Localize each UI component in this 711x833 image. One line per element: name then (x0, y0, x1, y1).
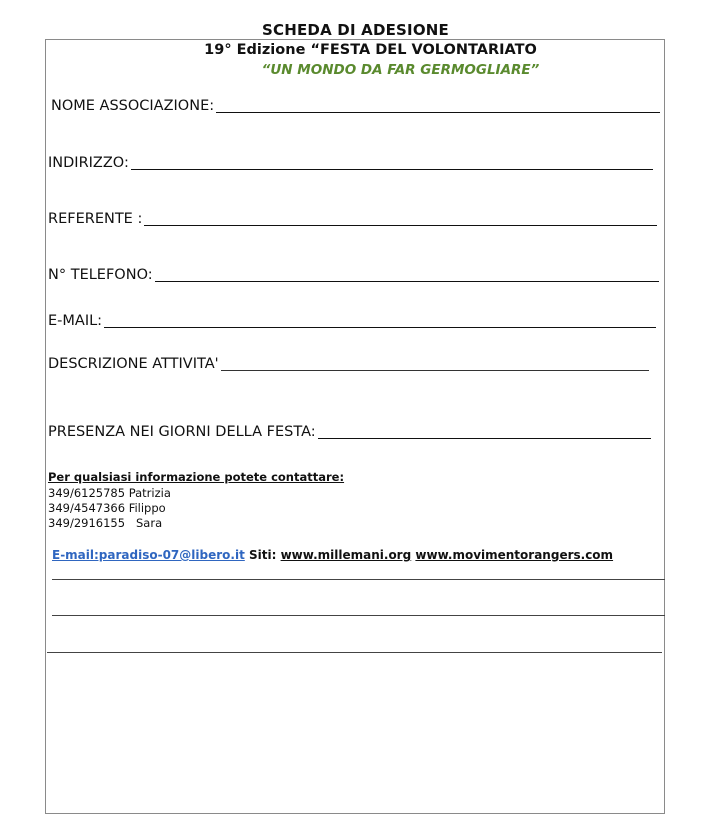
phone-label: N° TELEFONO: (48, 267, 153, 283)
activity-description-line[interactable] (221, 370, 649, 371)
email-link[interactable]: E-mail:paradiso-07@libero.it (52, 548, 245, 562)
email-line[interactable] (104, 327, 656, 328)
address-field[interactable] (48, 155, 653, 172)
contact-row: 349/2916155 Sara (48, 516, 163, 530)
association-name-field[interactable] (51, 98, 660, 115)
association-name-line[interactable] (216, 112, 660, 113)
edition-heading: 19° Edizione “FESTA DEL VOLONTARIATO (204, 42, 537, 58)
presence-days-label: PRESENZA NEI GIORNI DELLA FESTA: (48, 424, 316, 440)
association-name-label: NOME ASSOCIAZIONE: (51, 98, 215, 114)
motto: “UN MONDO DA FAR GERMOGLIARE” (261, 62, 540, 78)
phone-line[interactable] (155, 281, 659, 282)
contact-row: 349/4547366 Filippo (48, 501, 166, 515)
contact-person-label: REFERENTE : (48, 211, 143, 227)
phone-field[interactable] (48, 267, 659, 284)
sites-label: Siti: (249, 548, 277, 562)
links-row (52, 548, 613, 562)
address-line[interactable] (131, 169, 653, 170)
presence-days-line[interactable] (318, 438, 651, 439)
contact-heading: Per qualsiasi informazione potete contattare: (48, 470, 345, 484)
email-label: E-MAIL: (48, 313, 103, 329)
activity-description-field[interactable] (48, 356, 649, 373)
blank-line (52, 579, 665, 580)
form-title: SCHEDA DI ADESIONE (262, 21, 449, 39)
site-link-millemani[interactable]: www.millemani.org (280, 548, 412, 562)
contact-person-line[interactable] (144, 225, 657, 226)
address-label: INDIRIZZO: (48, 155, 129, 171)
activity-description-label: DESCRIZIONE ATTIVITA' (48, 356, 219, 372)
blank-line (47, 652, 662, 653)
site-link-movimentorangers[interactable]: www.movimentorangers.com (415, 548, 614, 562)
presence-days-field[interactable] (48, 424, 651, 441)
blank-line (52, 615, 665, 616)
contact-row: 349/6125785 Patrizia (48, 486, 171, 500)
contact-person-field[interactable] (48, 211, 657, 228)
email-field[interactable] (48, 313, 656, 330)
